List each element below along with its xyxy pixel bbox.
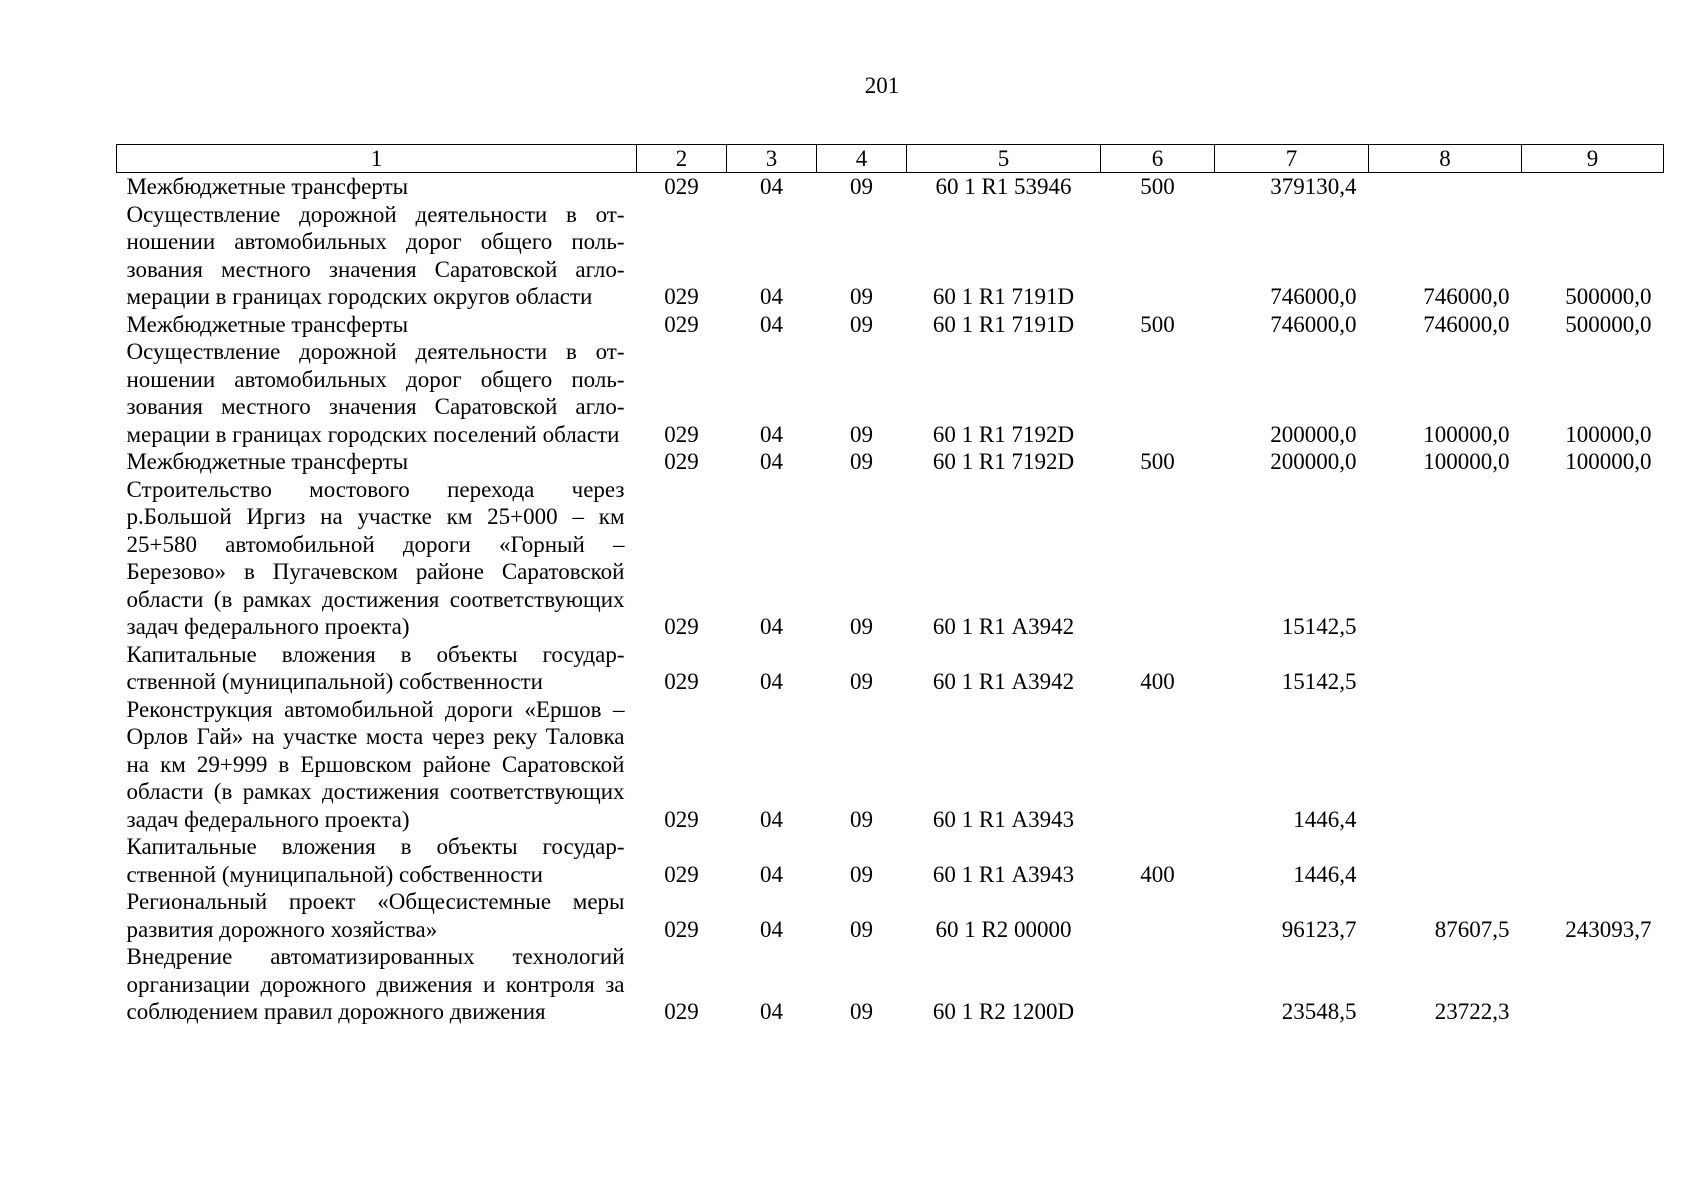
section-code-cell: 04 — [760, 421, 783, 447]
amount-year1-cell: 1446,4 — [1293, 806, 1357, 832]
amount-year2-cell — [1369, 641, 1522, 696]
description-cell: Межбюджетные трансферты — [126, 311, 409, 337]
target-article-cell: 60 1 R1 А3943 — [932, 806, 1075, 832]
header-col-7: 7 — [1215, 145, 1369, 173]
amount-year2-cell: 746000,0 — [1423, 311, 1510, 337]
target-article-cell: 60 1 R2 1200D — [932, 999, 1075, 1024]
ministry-code-cell: 029 — [664, 916, 699, 942]
amount-year2-cell: 23722,3 — [1434, 999, 1510, 1024]
expense-type-cell: 400 — [1140, 861, 1175, 887]
expense-type-cell — [1101, 943, 1215, 1026]
amount-year3-cell: 243093,7 — [1565, 916, 1652, 942]
description-cell: Межбюджетные трансферты — [126, 174, 409, 199]
amount-year3-cell — [1522, 173, 1664, 201]
description-cell: Капитальные вложения в объекты государственной (муниципальной) собственности — [126, 641, 625, 694]
header-col-1: 1 — [117, 145, 637, 173]
amount-year2-cell: 100000,0 — [1423, 449, 1510, 474]
subsection-code-cell: 09 — [850, 861, 873, 887]
target-article-cell: 60 1 R1 53946 — [935, 174, 1072, 199]
expense-type-cell — [1101, 201, 1215, 311]
header-col-3: 3 — [727, 145, 817, 173]
target-article-cell: 60 1 R2 00000 — [935, 916, 1072, 942]
expense-type-cell: 500 — [1140, 449, 1175, 474]
section-code-cell: 04 — [760, 916, 783, 942]
table-row — [117, 311, 1664, 339]
description-cell: Капитальные вложения в объекты государственной (муниципальной) собственности — [126, 834, 625, 887]
header-col-5: 5 — [907, 145, 1101, 173]
amount-year1-cell: 1446,4 — [1293, 861, 1357, 887]
description-cell: Межбюджетные трансферты — [126, 449, 409, 474]
description-cell: Реконструкция автомобильной дороги «Ершов – Орлов Гай» на участке моста через реку Таловка на км 29+999 в Ершовском районе Саратовской области (в рамках достижения соответствующих задач федерального проекта) — [126, 696, 625, 832]
amount-year3-cell — [1522, 943, 1664, 1026]
amount-year3-cell — [1522, 476, 1664, 641]
description-cell: Региональный проект «Общесистемные меры развития дорожного хозяйства» — [126, 889, 625, 942]
amount-year3-cell — [1522, 833, 1664, 888]
column-number-header-row — [117, 145, 1664, 173]
amount-year1-cell: 200000,0 — [1270, 421, 1357, 447]
expense-type-cell: 500 — [1140, 311, 1175, 337]
amount-year2-cell — [1369, 833, 1522, 888]
amount-year3-cell — [1522, 641, 1664, 696]
subsection-code-cell: 09 — [850, 311, 873, 337]
expense-type-cell: 400 — [1140, 669, 1175, 694]
amount-year3-cell — [1522, 696, 1664, 834]
amount-year1-cell: 15142,5 — [1281, 669, 1357, 694]
table-row — [117, 833, 1664, 888]
page-number: 201 — [864, 73, 900, 98]
target-article-cell: 60 1 R1 7192D — [932, 421, 1075, 447]
subsection-code-cell: 09 — [850, 916, 873, 942]
description-cell: Строительство мостового перехода через р.Большой Иргиз на участке км 25+000 – км 25+580 автомобильной дороги «Горный – Березово» в Пугачевском районе Саратовской области (в рамках достижения соответствующих задач федерального проекта) — [126, 476, 625, 639]
expense-type-cell — [1101, 338, 1215, 448]
table-row — [117, 448, 1664, 476]
subsection-code-cell: 09 — [850, 614, 873, 639]
ministry-code-cell: 029 — [664, 421, 699, 447]
expense-type-cell — [1101, 696, 1215, 834]
ministry-code-cell: 029 — [664, 999, 699, 1024]
ministry-code-cell: 029 — [664, 284, 699, 309]
table-row — [117, 641, 1664, 696]
subsection-code-cell: 09 — [850, 421, 873, 447]
section-code-cell: 04 — [760, 999, 783, 1024]
description-cell: Осуществление дорожной деятельности в отношении автомобильных дорог общего пользования местного значения Саратовской агломерации в границах городских поселений области — [126, 339, 625, 447]
table-row — [117, 888, 1664, 943]
table-body — [117, 173, 1664, 1026]
amount-year1-cell: 379130,4 — [1270, 174, 1357, 199]
section-code-cell: 04 — [760, 614, 783, 639]
table-row — [117, 943, 1664, 1026]
table-row — [117, 696, 1664, 834]
subsection-code-cell: 09 — [850, 284, 873, 309]
table-row — [117, 476, 1664, 641]
header-col-4: 4 — [817, 145, 907, 173]
amount-year1-cell: 23548,5 — [1281, 999, 1357, 1024]
budget-table — [116, 144, 1664, 1026]
section-code-cell: 04 — [760, 669, 783, 694]
subsection-code-cell: 09 — [850, 174, 873, 199]
section-code-cell: 04 — [760, 861, 783, 887]
expense-type-cell — [1101, 888, 1215, 943]
target-article-cell: 60 1 R1 7191D — [932, 284, 1075, 309]
amount-year1-cell: 15142,5 — [1281, 614, 1357, 639]
header-col-9: 9 — [1522, 145, 1664, 173]
amount-year1-cell: 96123,7 — [1281, 916, 1357, 942]
table-row — [117, 173, 1664, 201]
description-cell: Внедрение автоматизированных технологий организации дорожного движения и контроля за соблюдением правил дорожного движения — [126, 944, 625, 1024]
amount-year3-cell: 500000,0 — [1565, 311, 1652, 337]
subsection-code-cell: 09 — [850, 669, 873, 694]
header-col-6: 6 — [1101, 145, 1215, 173]
ministry-code-cell: 029 — [664, 669, 699, 694]
ministry-code-cell: 029 — [664, 806, 699, 832]
table-row — [117, 201, 1664, 311]
section-code-cell: 04 — [760, 284, 783, 309]
target-article-cell: 60 1 R1 7192D — [932, 449, 1075, 474]
header-col-2: 2 — [637, 145, 727, 173]
amount-year2-cell: 746000,0 — [1423, 284, 1510, 309]
section-code-cell: 04 — [760, 311, 783, 337]
section-code-cell: 04 — [760, 806, 783, 832]
header-col-8: 8 — [1369, 145, 1522, 173]
ministry-code-cell: 029 — [664, 174, 699, 199]
amount-year2-cell — [1369, 696, 1522, 834]
target-article-cell: 60 1 R1 А3943 — [932, 861, 1075, 887]
ministry-code-cell: 029 — [664, 311, 699, 337]
amount-year3-cell: 100000,0 — [1565, 421, 1652, 447]
expense-type-cell — [1101, 476, 1215, 641]
target-article-cell: 60 1 R1 7191D — [932, 311, 1075, 337]
amount-year2-cell: 100000,0 — [1423, 421, 1510, 447]
ministry-code-cell: 029 — [664, 614, 699, 639]
section-code-cell: 04 — [760, 174, 783, 199]
amount-year1-cell: 746000,0 — [1270, 284, 1357, 309]
ministry-code-cell: 029 — [664, 861, 699, 887]
expense-type-cell: 500 — [1140, 174, 1175, 199]
amount-year3-cell: 100000,0 — [1565, 449, 1652, 474]
target-article-cell: 60 1 R1 А3942 — [932, 614, 1075, 639]
ministry-code-cell: 029 — [664, 449, 699, 474]
section-code-cell: 04 — [760, 449, 783, 474]
description-cell: Осуществление дорожной деятельности в отношении автомобильных дорог общего пользования местного значения Саратовской агломерации в границах городских округов области — [126, 201, 625, 309]
target-article-cell: 60 1 R1 А3942 — [932, 669, 1075, 694]
amount-year2-cell — [1369, 173, 1522, 201]
subsection-code-cell: 09 — [850, 999, 873, 1024]
table-row — [117, 338, 1664, 448]
subsection-code-cell: 09 — [850, 449, 873, 474]
amount-year2-cell — [1369, 476, 1522, 641]
amount-year3-cell: 500000,0 — [1565, 284, 1652, 309]
amount-year2-cell: 87607,5 — [1434, 916, 1510, 942]
amount-year1-cell: 746000,0 — [1270, 311, 1357, 337]
subsection-code-cell: 09 — [850, 806, 873, 832]
amount-year1-cell: 200000,0 — [1270, 449, 1357, 474]
